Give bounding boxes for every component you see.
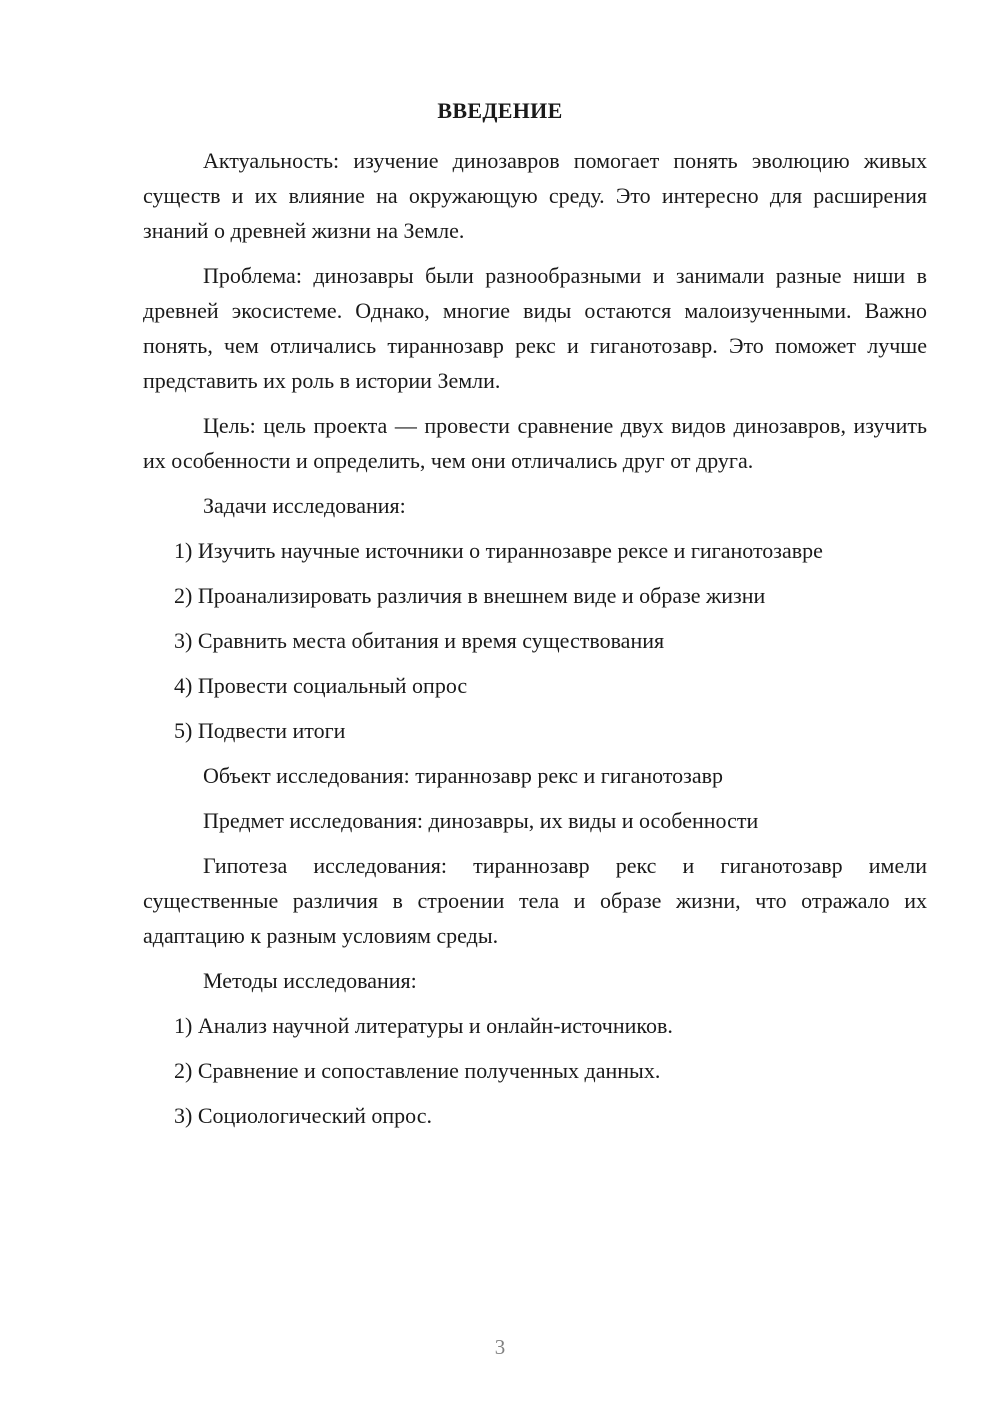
task-item: 2) Проанализировать различия в внешнем виде и образе жизни (174, 583, 766, 608)
document-body (143, 143, 927, 1143)
methods-heading: Методы исследования: (203, 968, 417, 993)
task-item: 3) Сравнить места обитания и время существования (174, 628, 665, 653)
tasks-heading: Задачи исследования: (203, 493, 406, 518)
hypothesis-paragraph: Гипотеза исследования: тираннозавр рекс и гиганотозавр имели существенные различия в строении тела и образе жизни, что отражало их адаптацию к разным условиям среды. (143, 853, 927, 948)
method-item: 2) Сравнение и сопоставление полученных данных. (174, 1058, 661, 1083)
methods-list (143, 1008, 927, 1133)
relevance-paragraph: Актуальность: изучение динозавров помогает понять эволюцию живых существ и их влияние на окружающую среду. Это интересно для расширения знаний о древней жизни на Земле. (143, 148, 927, 243)
method-item: 1) Анализ научной литературы и онлайн-источников. (174, 1013, 673, 1038)
tasks-list (143, 533, 927, 748)
task-item: 1) Изучить научные источники о тираннозавре рексе и гиганотозавре (174, 538, 823, 563)
page-title: ВВЕДЕНИЕ (437, 98, 563, 123)
object-paragraph: Объект исследования: тираннозавр рекс и гиганотозавр (203, 763, 723, 788)
problem-paragraph: Проблема: динозавры были разнообразными и занимали разные ниши в древней экосистеме. Однако, многие виды остаются малоизученными. Важно понять, чем отличались тираннозавр рекс и гиганотозавр. Это поможет лучше представить их роль в истории Земли. (143, 263, 927, 393)
goal-paragraph: Цель: цель проекта — провести сравнение двух видов динозавров, изучить их особенности и определить, чем они отличались друг от друга. (143, 413, 927, 473)
task-item: 5) Подвести итоги (174, 718, 346, 743)
subject-paragraph: Предмет исследования: динозавры, их виды и особенности (203, 808, 759, 833)
page-number: 3 (494, 1335, 506, 1359)
method-item: 3) Социологический опрос. (174, 1103, 432, 1128)
task-item: 4) Провести социальный опрос (174, 673, 468, 698)
